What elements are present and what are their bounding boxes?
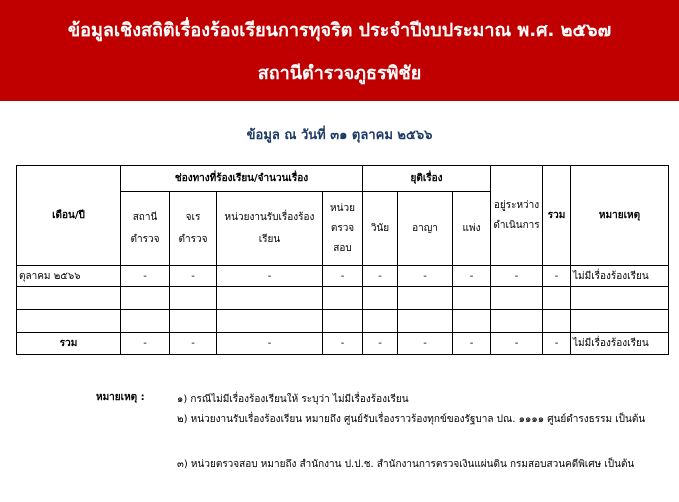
page-title: ข้อมูลเชิงสถิติเรื่องร้องเรียนการทุจริต ประจำปีงบประมาณ พ.ศ. ๒๕๖๗ (67, 20, 612, 41)
station-name: สถานีตำรวจภูธรพิชัย (257, 63, 422, 84)
notes-label: หมายเหตุ : (96, 392, 145, 403)
header-audit-unit: หน่วยตรวจสอบ (323, 192, 363, 266)
cell-value: - (453, 333, 491, 355)
cell-value: - (217, 266, 323, 287)
empty-row (17, 310, 669, 333)
header-receiving-agency: หน่วยงานรับเรื่องร้องเรียน (217, 192, 323, 266)
cell-value: - (323, 266, 363, 287)
cell-value: - (323, 333, 363, 355)
cell-value: - (491, 333, 543, 355)
header-criminal: อาญา (398, 192, 453, 266)
header-pending: อยู่ระหว่างดำเนินการ (491, 166, 543, 266)
row-remark: ไม่มีเรื่องร้องเรียน (571, 266, 669, 287)
header-remark: หมายเหตุ (571, 166, 669, 266)
as-of-date: ข้อมูล ณ วันที่ ๓๑ ตุลาคม ๒๕๖๖ (246, 128, 433, 143)
cell-value: - (121, 333, 170, 355)
cell-value: - (491, 266, 543, 287)
header-closed: ยุติเรื่อง (363, 166, 491, 192)
note-item: ๒) หน่วยงานรับเรื่องร้องเรียน หมายถึง ศูนย์รับเรื่องราวร้องทุกข์ของรัฐบาล ปณ. ๑๑๑๑ ศูนย์ดำรงธรรม เป็นต้น (177, 414, 646, 425)
cell-value: - (170, 266, 217, 287)
header-police-station: สถานีตำรวจ (121, 192, 170, 266)
cell-value: - (217, 333, 323, 355)
total-label: รวม (17, 333, 121, 355)
header-discipline: วินัย (363, 192, 398, 266)
title-banner (0, 0, 679, 101)
header-channels: ช่องทางที่ร้องเรียน/จำนวนเรื่อง (121, 166, 363, 192)
row-month: ตุลาคม ๒๕๖๖ (17, 266, 121, 287)
header-police-inspector: จเรตำรวจ (170, 192, 217, 266)
total-remark: ไม่มีเรื่องร้องเรียน (571, 333, 669, 355)
cell-value: - (398, 266, 453, 287)
total-row (17, 333, 669, 355)
cell-value: - (453, 266, 491, 287)
empty-row (17, 287, 669, 310)
complaint-stats-table (16, 165, 669, 355)
cell-value: - (121, 266, 170, 287)
note-item: ๑) กรณีไม่มีเรื่องร้องเรียนให้ ระบุว่า ไม่มีเรื่องร้องเรียน (177, 394, 409, 405)
cell-value: - (170, 333, 217, 355)
header-month: เดือน/ปี (17, 166, 121, 266)
cell-value: - (543, 333, 571, 355)
cell-value: - (363, 333, 398, 355)
note-item: ๓) หน่วยตรวจสอบ หมายถึง สำนักงาน ป.ป.ช. สำนักงานการตรวจเงินแผ่นดิน กรมสอบสวนคดีพิเศษ เป็นต้น (177, 459, 635, 470)
header-civil: แพ่ง (453, 192, 491, 266)
table-row (17, 266, 669, 287)
header-total: รวม (543, 166, 571, 266)
cell-value: - (398, 333, 453, 355)
cell-value: - (543, 266, 571, 287)
cell-value: - (363, 266, 398, 287)
